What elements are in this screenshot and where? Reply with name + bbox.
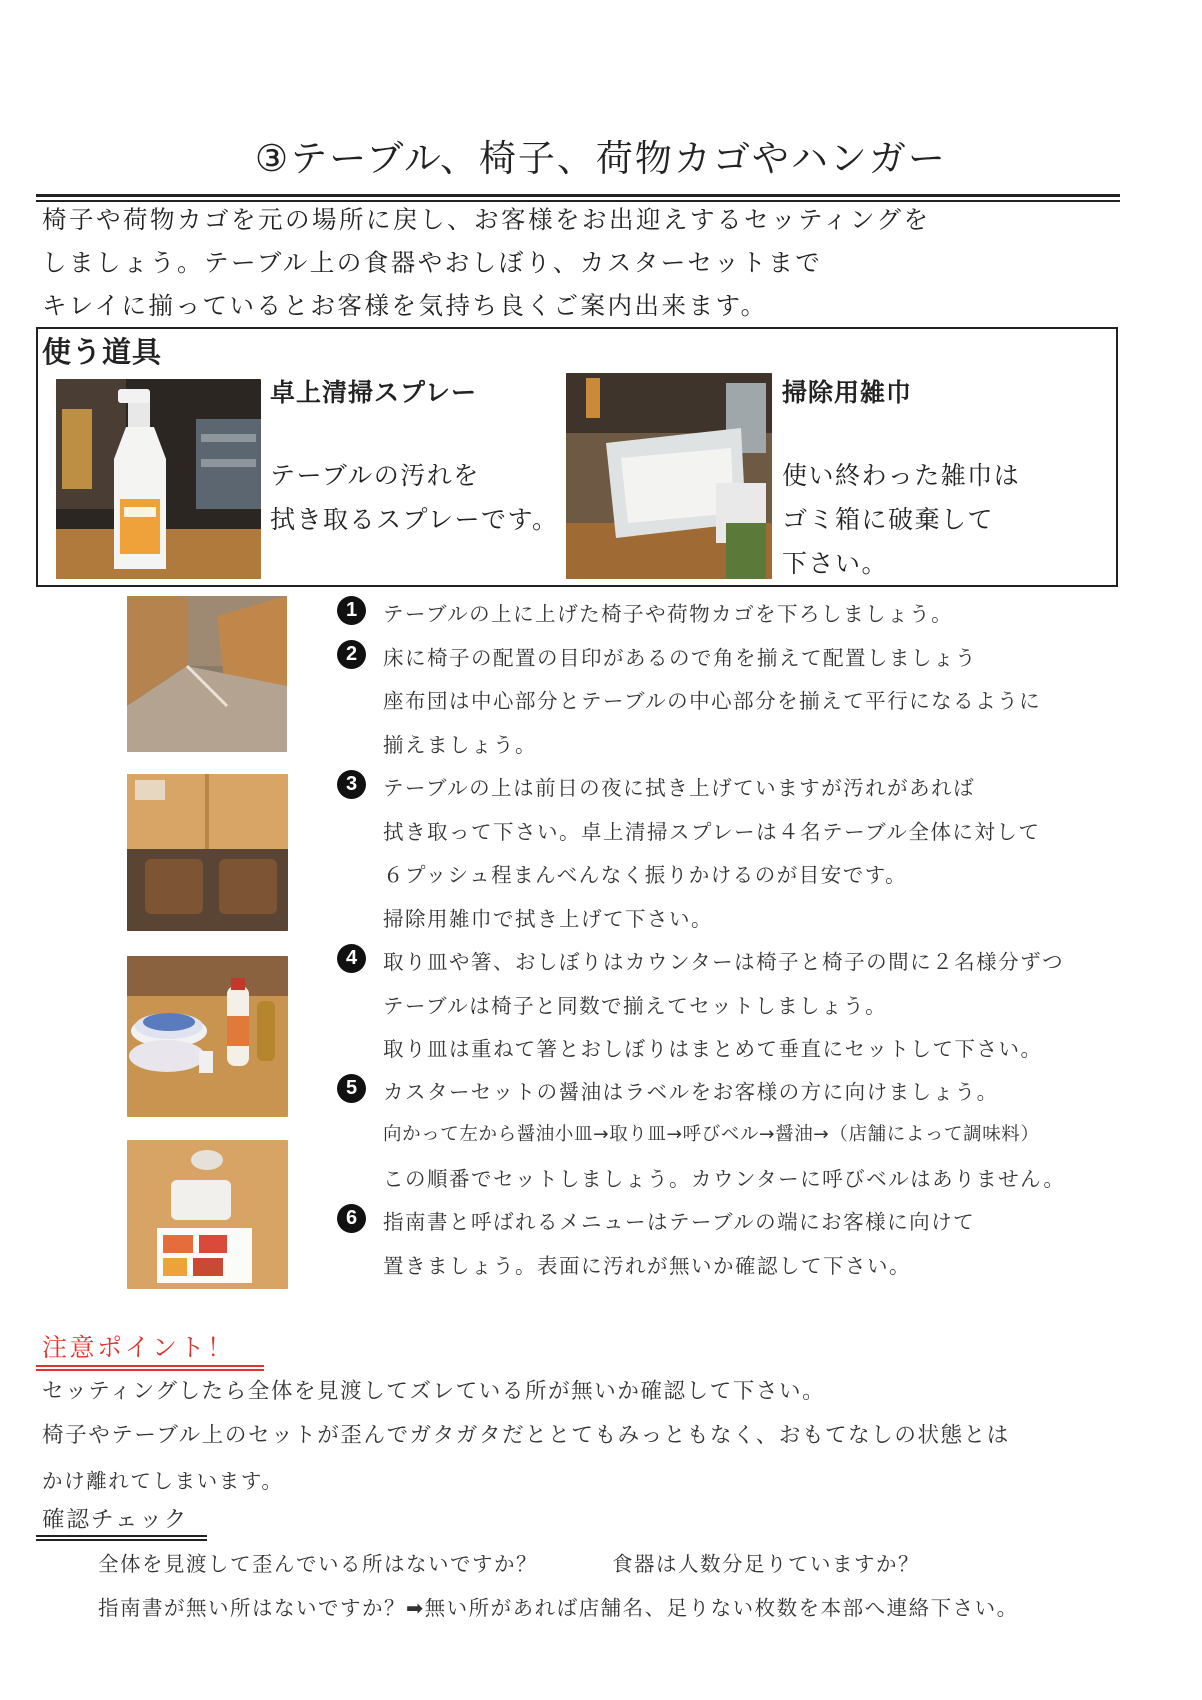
step-6-line-1: 指南書と呼ばれるメニューはテーブルの端にお客様に向けて — [383, 1210, 976, 1234]
step-4-line-1: 取り皿や箸、おしぼりはカウンターは椅子と椅子の間に２名様分ずつ — [383, 950, 1065, 974]
step-5-line-1: カスターセットの醤油はラベルをお客様の方に向けましょう。 — [383, 1080, 999, 1104]
caution-line-1: セッティングしたら全体を見渡してズレている所が無いか確認して下さい。 — [42, 1379, 826, 1404]
step-3-line-2: 拭き取って下さい。卓上清掃スプレーは４名テーブル全体に対して — [383, 820, 1041, 844]
tool-name-rag: 掃除用雑巾 — [782, 378, 913, 407]
caution-line-3: かけ離れてしまいます。 — [42, 1469, 284, 1493]
spray-photo — [56, 379, 261, 579]
step-4-line-3: 取り皿は重ねて箸とおしぼりはまとめて垂直にセットして下さい。 — [383, 1037, 1043, 1061]
step-2-line-1: 床に椅子の配置の目印があるので角を揃えて配置しましょう — [383, 646, 977, 670]
check-heading: 確認チェック — [42, 1507, 189, 1533]
step-5-line-3: この順番でセットしましょう。カウンターに呼びベルはありません。 — [383, 1167, 1066, 1191]
tools-heading: 使う道具 — [42, 335, 163, 369]
tool-desc-spray-1: テーブルの汚れを — [270, 461, 480, 490]
check-item-3: 指南書が無い所はないですか？➡無い所があれば店舗名、足りない枚数を本部へ連絡下さい。 — [98, 1596, 1019, 1620]
check-item-2: 食器は人数分足りていますか？ — [612, 1552, 920, 1576]
caution-line-2: 椅子やテーブル上のセットが歪んでガタガタだととてもみっともなく、おもてなしの状態とは — [42, 1423, 1010, 1448]
rag-photo — [566, 373, 772, 579]
intro-line-2: しましょう。テーブル上の食器やおしぼり、カスターセットまで — [42, 248, 823, 277]
step-6-line-2: 置きましょう。表面に汚れが無いか確認して下さい。 — [383, 1254, 911, 1278]
step-photo-dishes — [127, 956, 288, 1117]
step-photo-floor — [127, 596, 287, 752]
intro-line-3: キレイに揃っているとお客様を気持ち良くご案内出来ます。 — [42, 291, 768, 320]
caution-underline — [36, 1365, 264, 1371]
step-3-line-4: 掃除用雑巾で拭き上げて下さい。 — [383, 907, 713, 931]
tool-name-spray: 卓上清掃スプレー — [270, 378, 478, 407]
page-title: ③テーブル、椅子、荷物カゴやハンガー — [255, 137, 947, 180]
tool-desc-rag-2: ゴミ箱に破棄して — [782, 505, 995, 534]
check-item-1: 全体を見渡して歪んでいる所はないですか？ — [98, 1552, 538, 1576]
step-number-6: 6 — [337, 1204, 366, 1233]
step-number-5: 5 — [337, 1074, 366, 1103]
tool-desc-rag-1: 使い終わった雑巾は — [782, 461, 1021, 490]
step-number-1: 1 — [337, 596, 366, 625]
caution-heading: 注意ポイント！ — [42, 1333, 235, 1362]
step-1-line-1: テーブルの上に上げた椅子や荷物カゴを下ろしましょう。 — [383, 602, 954, 626]
step-3-line-3: ６プッシュ程まんべんなく振りかけるのが目安です。 — [383, 863, 908, 887]
intro-line-1: 椅子や荷物カゴを元の場所に戻し、お客様をお出迎えするセッティングを — [42, 205, 931, 234]
step-photo-table — [127, 774, 288, 931]
tool-desc-rag-3: 下さい。 — [782, 549, 889, 578]
step-5-line-2: 向かって左から醤油小皿→取り皿→呼びベル→醤油→（店舗によって調味料） — [383, 1124, 1040, 1145]
step-3-line-1: テーブルの上は前日の夜に拭き上げていますが汚れがあれば — [383, 776, 976, 800]
step-2-line-3: 揃えましょう。 — [383, 733, 537, 757]
step-photo-menu — [127, 1140, 288, 1289]
step-4-line-2: テーブルは椅子と同数で揃えてセットしましょう。 — [383, 994, 888, 1018]
step-number-3: 3 — [337, 770, 366, 799]
check-underline — [36, 1535, 207, 1541]
step-number-2: 2 — [337, 640, 366, 669]
step-2-line-2: 座布団は中心部分とテーブルの中心部分を揃えて平行になるように — [383, 689, 1042, 713]
step-number-4: 4 — [337, 944, 366, 973]
tool-desc-spray-2: 拭き取るスプレーです。 — [270, 505, 559, 534]
